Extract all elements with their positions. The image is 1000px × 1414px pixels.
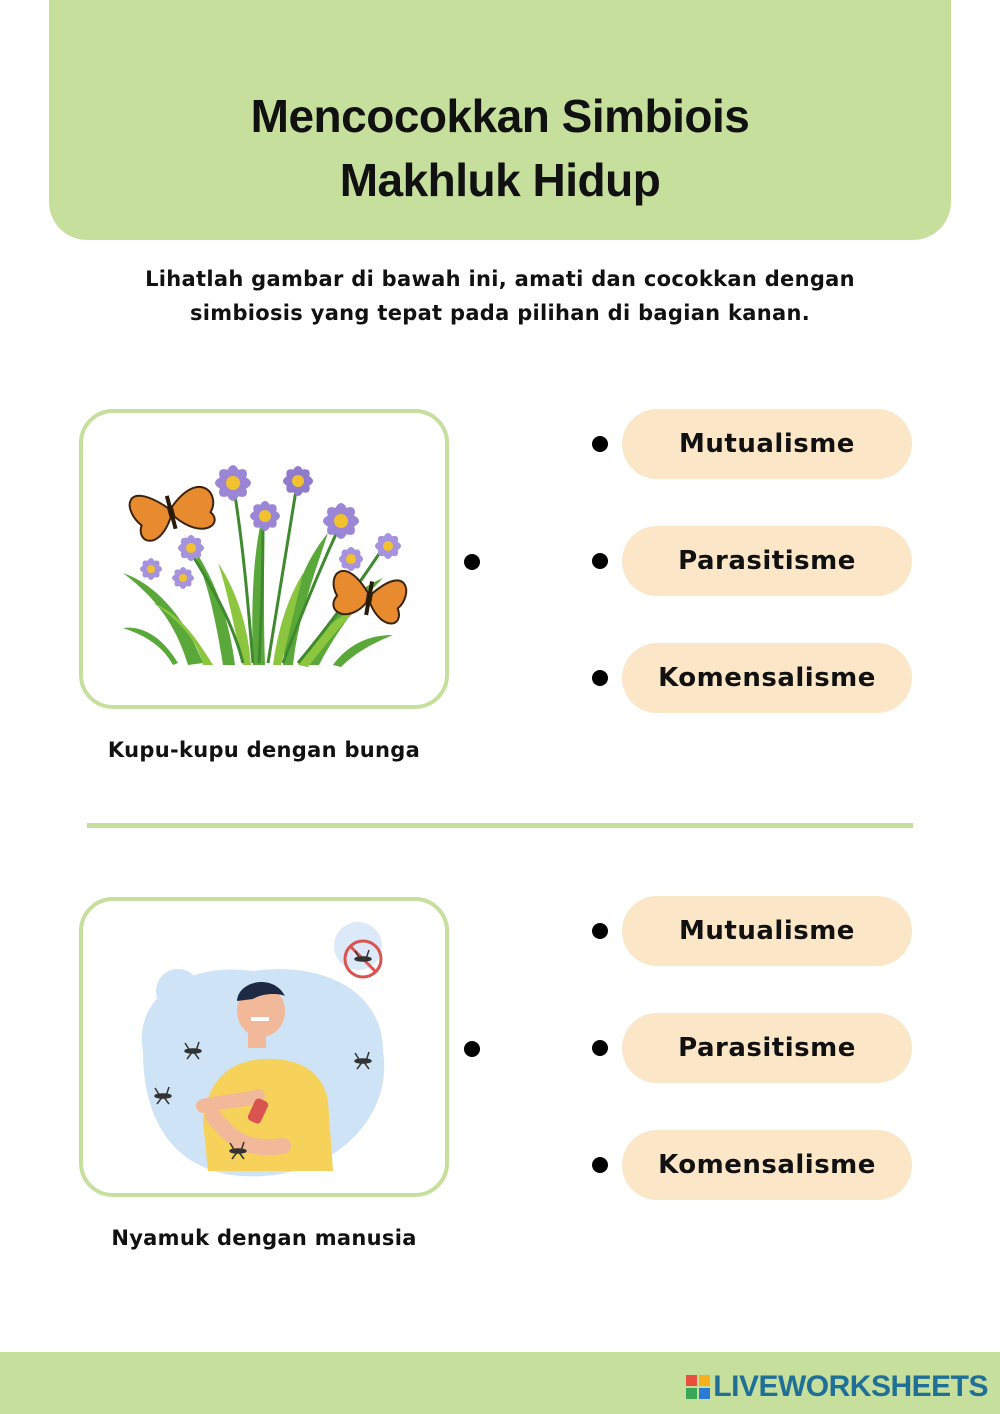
q2-option-mutualisme[interactable]: Mutualisme [622, 896, 912, 966]
brand-name: LIVEWORKSHEETS [713, 1370, 988, 1403]
section-divider [87, 823, 913, 828]
q1-option-parasitisme[interactable]: Parasitisme [622, 526, 912, 596]
title-line-1: Mencocokkan Simbiois [250, 90, 750, 142]
butterfly-flower-illustration [83, 413, 445, 705]
butterfly-flower-image-card [79, 409, 449, 709]
title-line-2: Makhluk Hidup [339, 154, 661, 206]
page-title [49, 84, 951, 212]
liveworksheets-icon [686, 1375, 710, 1399]
header-banner [49, 0, 951, 240]
q1-option-komensalisme[interactable]: Komensalisme [622, 643, 912, 713]
q2-option-2-dot[interactable] [592, 1040, 608, 1056]
question-1-match-dot[interactable] [464, 554, 480, 570]
q2-option-parasitisme[interactable]: Parasitisme [622, 1013, 912, 1083]
instruction-line-1: Lihatlah gambar di bawah ini, amati dan cocokkan dengan [145, 267, 855, 291]
question-1-caption: Kupu-kupu dengan bunga [107, 738, 421, 762]
q1-option-1-dot[interactable] [592, 436, 608, 452]
q2-option-3-dot[interactable] [592, 1157, 608, 1173]
mosquito-human-illustration [83, 901, 445, 1193]
question-2-match-dot[interactable] [464, 1041, 480, 1057]
instruction-text [100, 262, 900, 330]
instruction-line-2: simbiosis yang tepat pada pilihan di bagian kanan. [189, 301, 811, 325]
question-2-caption: Nyamuk dengan manusia [111, 1226, 417, 1250]
q1-option-mutualisme[interactable]: Mutualisme [622, 409, 912, 479]
liveworksheets-logo[interactable] [686, 1372, 988, 1402]
q1-option-2-dot[interactable] [592, 553, 608, 569]
mosquito-human-image-card [79, 897, 449, 1197]
footer-bar [0, 1352, 1000, 1414]
q2-option-1-dot[interactable] [592, 923, 608, 939]
q1-option-3-dot[interactable] [592, 670, 608, 686]
q2-option-komensalisme[interactable]: Komensalisme [622, 1130, 912, 1200]
